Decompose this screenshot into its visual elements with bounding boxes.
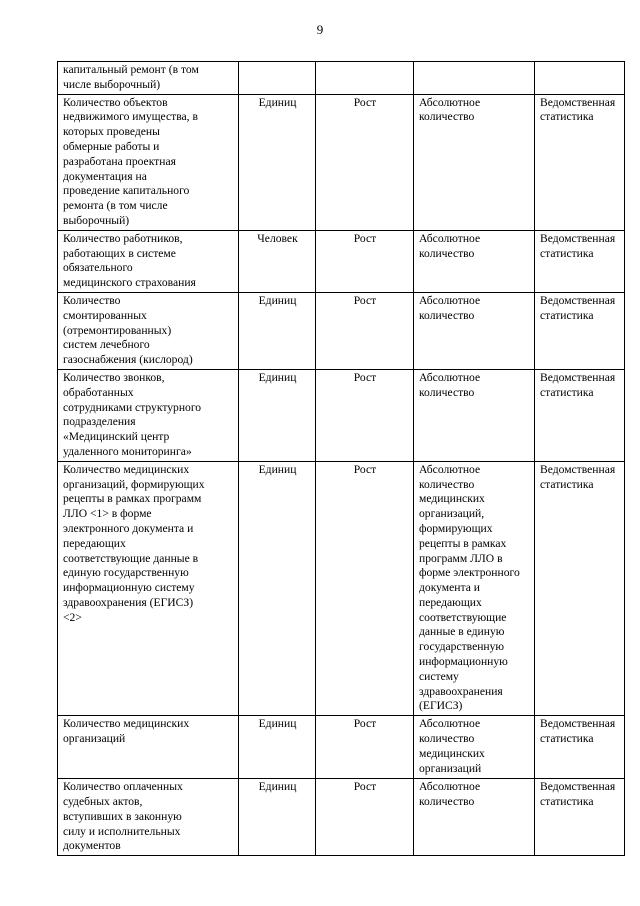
indicators-table bbox=[57, 61, 625, 856]
calculation-cell: Абсолютное количество bbox=[414, 230, 535, 292]
direction-cell: Рост bbox=[316, 230, 414, 292]
source-cell: Ведомственная статистика bbox=[535, 292, 625, 369]
source-cell: Ведомственная статистика bbox=[535, 779, 625, 856]
direction-cell: Рост bbox=[316, 292, 414, 369]
calculation-cell: Абсолютное количество медицинских организаций bbox=[414, 716, 535, 779]
calculation-cell: Абсолютное количество bbox=[414, 292, 535, 369]
unit-cell: Единиц bbox=[239, 779, 316, 856]
unit-cell: Единиц bbox=[239, 292, 316, 369]
unit-cell: Единиц bbox=[239, 369, 316, 461]
source-cell bbox=[535, 62, 625, 95]
calculation-cell: Абсолютное количество bbox=[414, 369, 535, 461]
direction-cell: Рост bbox=[316, 779, 414, 856]
unit-cell: Единиц bbox=[239, 94, 316, 230]
indicator-cell: Количество смонтированных (отремонтированных) систем лечебного газоснабжения (кислород) bbox=[58, 292, 239, 369]
table-row bbox=[58, 94, 625, 230]
calculation-cell: Абсолютное количество bbox=[414, 94, 535, 230]
calculation-cell bbox=[414, 62, 535, 95]
indicator-cell: капитальный ремонт (в том числе выборочный) bbox=[58, 62, 239, 95]
source-cell: Ведомственная статистика bbox=[535, 461, 625, 716]
unit-cell: Единиц bbox=[239, 461, 316, 716]
direction-cell bbox=[316, 62, 414, 95]
direction-cell: Рост bbox=[316, 369, 414, 461]
table-row bbox=[58, 292, 625, 369]
direction-cell: Рост bbox=[316, 94, 414, 230]
table-row bbox=[58, 461, 625, 716]
unit-cell bbox=[239, 62, 316, 95]
indicator-cell: Количество работников, работающих в системе обязательного медицинского страхования bbox=[58, 230, 239, 292]
source-cell: Ведомственная статистика bbox=[535, 716, 625, 779]
source-cell: Ведомственная статистика bbox=[535, 230, 625, 292]
table-row bbox=[58, 779, 625, 856]
indicator-cell: Количество медицинских организаций, формирующих рецепты в рамках программ ЛЛО <1> в форме электронного документа и передающих соответствующие данные в единую государственную информационную систему здравоохранения (ЕГИСЗ) <2> bbox=[58, 461, 239, 716]
table-row bbox=[58, 716, 625, 779]
calculation-cell: Абсолютное количество медицинских организаций, формирующих рецепты в рамках программ ЛЛО в форме электронного документа и передающих соответствующие данные в единую государственную информационную систему здравоохранения (ЕГИСЗ) bbox=[414, 461, 535, 716]
page-number: 9 bbox=[316, 22, 324, 37]
direction-cell: Рост bbox=[316, 461, 414, 716]
source-cell: Ведомственная статистика bbox=[535, 94, 625, 230]
indicator-cell: Количество объектов недвижимого имущества, в которых проведены обмерные работы и разработана проектная документация на проведение капитального ремонта (в том числе выборочный) bbox=[58, 94, 239, 230]
indicator-cell: Количество звонков, обработанных сотрудниками структурного подразделения «Медицинский центр удаленного мониторинга» bbox=[58, 369, 239, 461]
unit-cell: Человек bbox=[239, 230, 316, 292]
indicator-cell: Количество оплаченных судебных актов, вступивших в законную силу и исполнительных документов bbox=[58, 779, 239, 856]
table-row bbox=[58, 230, 625, 292]
unit-cell: Единиц bbox=[239, 716, 316, 779]
table-row bbox=[58, 369, 625, 461]
table-row bbox=[58, 62, 625, 95]
calculation-cell: Абсолютное количество bbox=[414, 779, 535, 856]
direction-cell: Рост bbox=[316, 716, 414, 779]
indicator-cell: Количество медицинских организаций bbox=[58, 716, 239, 779]
source-cell: Ведомственная статистика bbox=[535, 369, 625, 461]
